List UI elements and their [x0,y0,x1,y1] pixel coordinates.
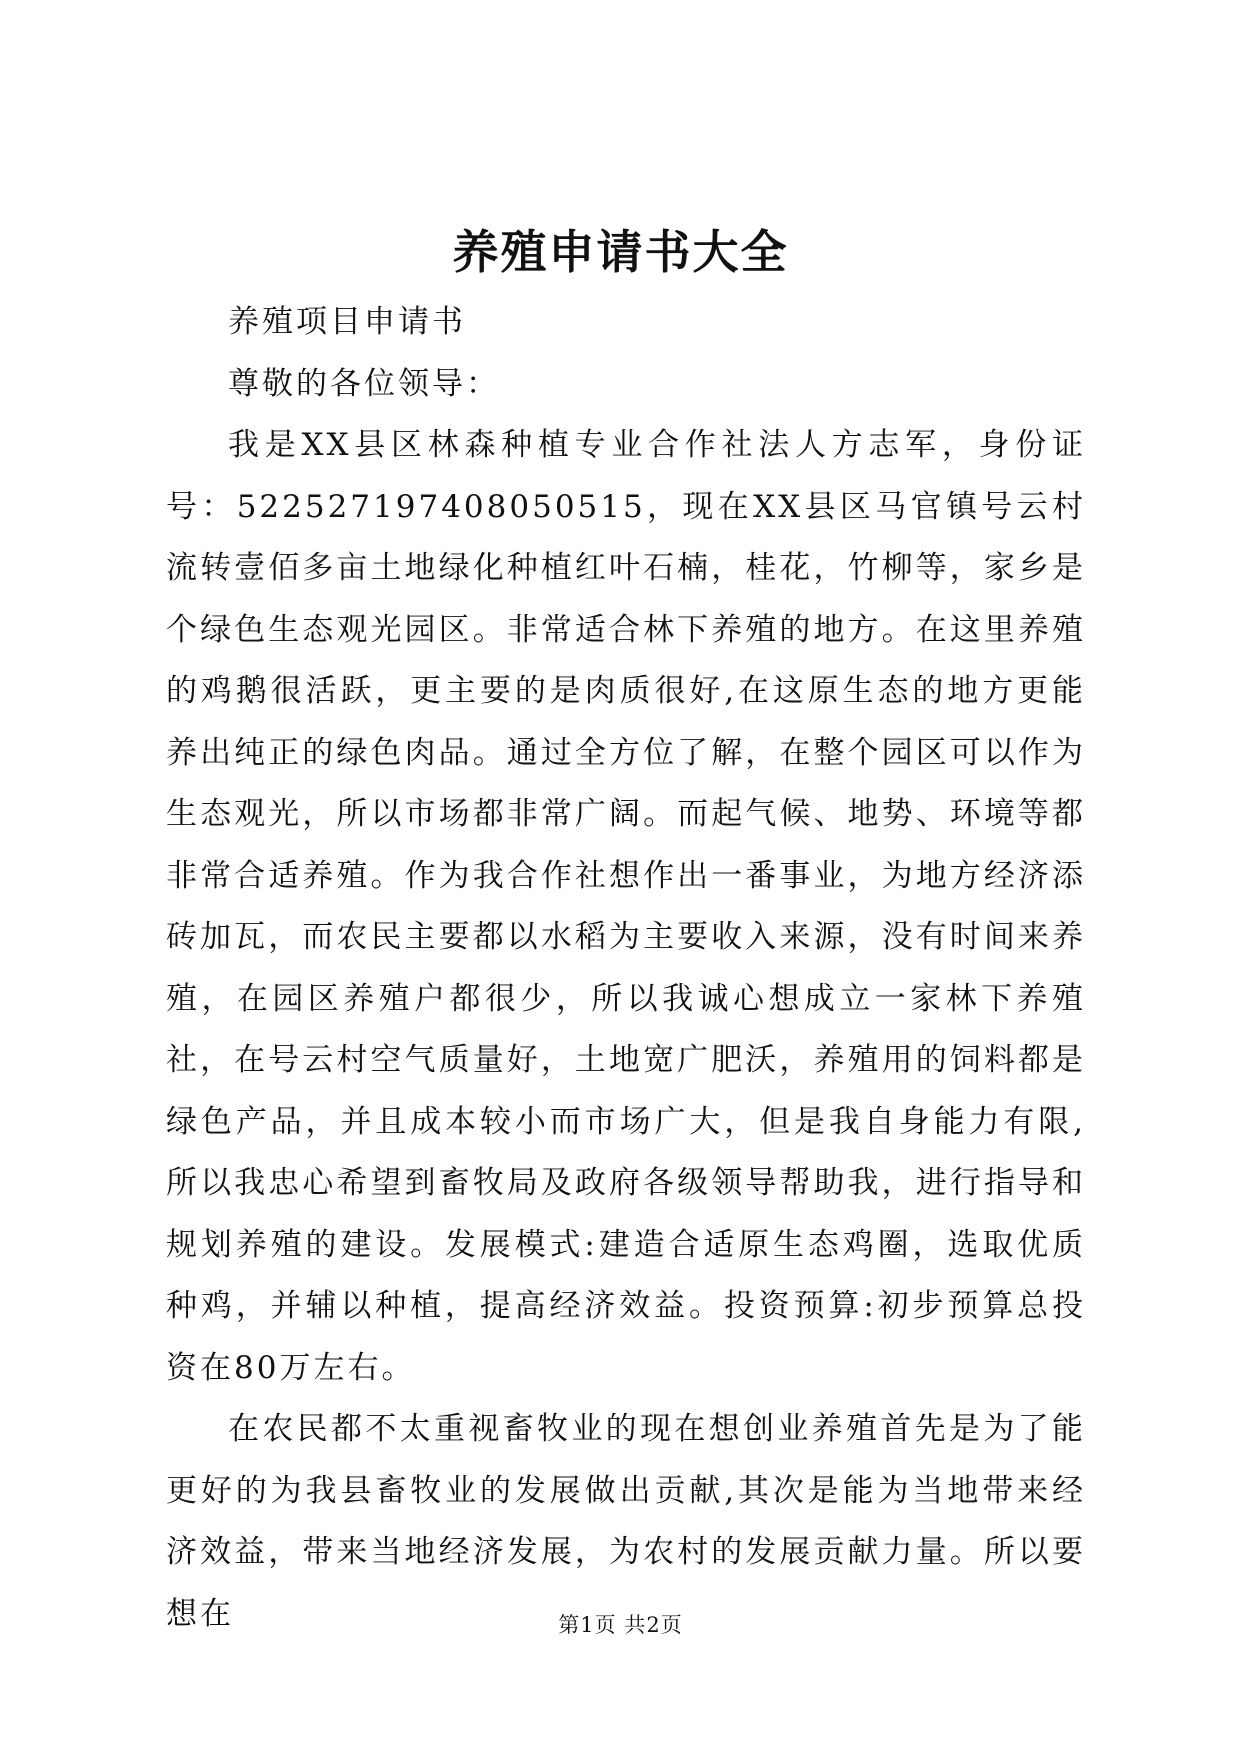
document-title: 养殖申请书大全 [452,225,789,279]
paragraph-main: 我是XX县区林森种植专业合作社法人方志军，身份证号：522527197408050515，现在XX县区马官镇号云村流转壹佰多亩土地绿化种植红叶石楠，桂花，竹柳等，家乡是个绿色生态观光园区。非常适合林下养殖的地方。在这里养殖的鸡鹅很活跃，更主要的是肉质很好,在这原生态的地方更能养出纯正的绿色肉品。通过全方位了解，在整个园区可以作为生态观光，所以市场都非常广阔。而起气候、地势、环境等都非常合适养殖。作为我合作社想作出一番事业，为地方经济添砖加瓦，而农民主要都以水稻为主要收入来源，没有时间来养殖，在园区养殖户都很少，所以我诚心想成立一家林下养殖社，在号云村空气质量好，土地宽广肥沃，养殖用的饲料都是绿色产品，并且成本较小而市场广大，但是我自身能力有限,所以我忠心希望到畜牧局及政府各级领导帮助我，进行指导和规划养殖的建设。发展模式:建造合适原生态鸡圈，选取优质种鸡，并辅以种植，提高经济效益。投资预算:初步预算总投资在80万左右。 [166,427,1086,1386]
document-body [166,292,1086,1645]
paragraph-continued: 在农民都不太重视畜牧业的现在想创业养殖首先是为了能更好的为我县畜牧业的发展做出贡献,其次是能为当地带来经济效益，带来当地经济发展，为农村的发展贡献力量。所以要想在 [166,1411,1086,1632]
page-footer: 第1页 共2页 [558,1613,683,1637]
paragraph-subtitle: 养殖项目申请书 [228,304,466,340]
paragraph-salutation: 尊敬的各位领导： [228,365,500,402]
